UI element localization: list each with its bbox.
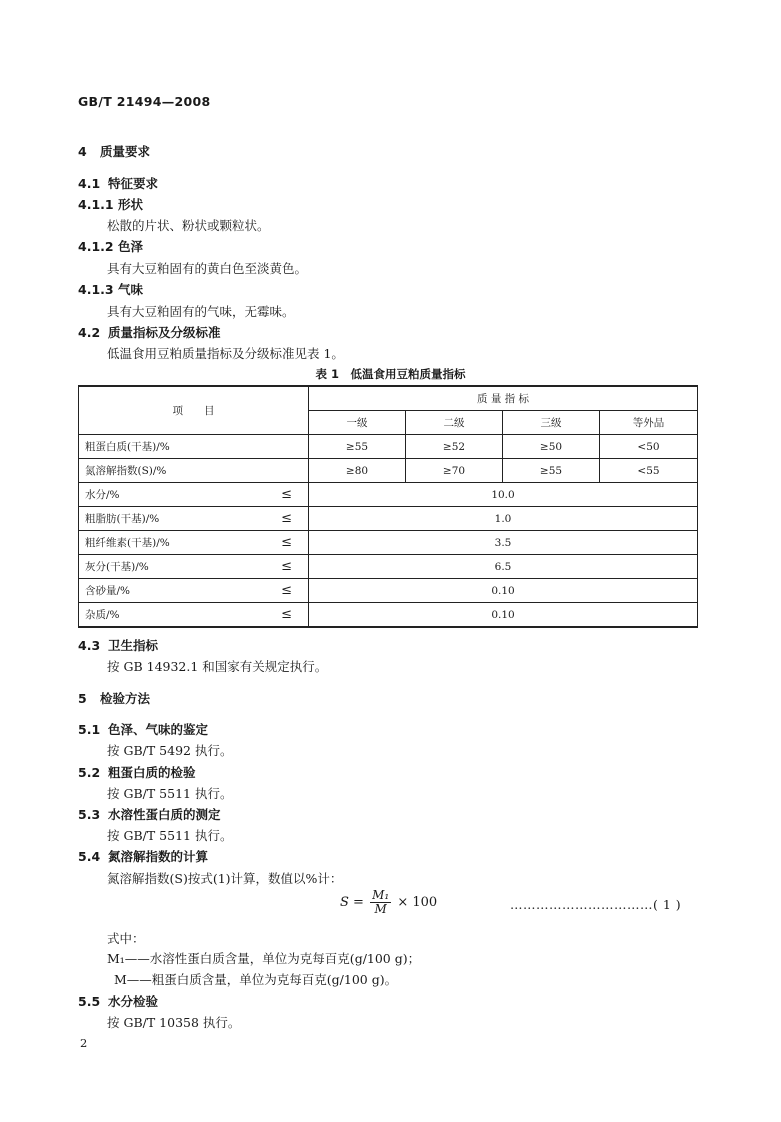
item-label: 粗脂肪(干基)/% xyxy=(85,513,160,525)
group-header-cell: 质 量 指 标 xyxy=(309,386,698,411)
table-row xyxy=(79,531,698,555)
section-title: 卫生指标 xyxy=(108,638,159,653)
leq-symbol: ≤ xyxy=(281,607,292,622)
section-title: 水分检验 xyxy=(108,994,159,1009)
section-number: 5.1 xyxy=(78,722,101,737)
section-number: 4 xyxy=(78,144,87,159)
item-label: 杂质/% xyxy=(85,609,120,621)
section-number: 4.1.3 xyxy=(78,282,114,297)
section-title: 色泽、气味的鉴定 xyxy=(108,722,209,737)
section-number: 5.5 xyxy=(78,994,101,1009)
section-5-1-body: 按 GB/T 5492 执行。 xyxy=(107,743,233,758)
section-number: 4.3 xyxy=(78,638,101,653)
where-item: M₁——水溶性蛋白质含量，单位为克每百克(g/100 g)； xyxy=(107,951,421,966)
section-5-2-body: 按 GB/T 5511 执行。 xyxy=(107,786,233,801)
value-cell: ≥52 xyxy=(406,435,503,459)
section-title: 色泽 xyxy=(118,239,144,254)
value-cell: ≥70 xyxy=(406,459,503,483)
value-cell: ≥80 xyxy=(309,459,406,483)
table-row xyxy=(79,603,698,628)
item-cell: 粗蛋白质(干基)/% xyxy=(79,435,309,459)
section-number: 4.2 xyxy=(78,325,101,340)
section-5-3-body: 按 GB/T 5511 执行。 xyxy=(107,828,233,843)
value-cell: ≥55 xyxy=(309,435,406,459)
value-cell: <50 xyxy=(600,435,698,459)
section-title: 检验方法 xyxy=(100,691,151,706)
value-cell: 1.0 xyxy=(309,507,698,531)
grade-header-cell: 一级 xyxy=(309,411,406,435)
section-number: 5.4 xyxy=(78,849,101,864)
section-4-2-body: 低温食用豆粕质量指标及分级标准见表 1。 xyxy=(107,346,344,361)
item-cell xyxy=(79,531,309,555)
section-4-1-1-heading xyxy=(78,195,143,213)
formula-lhs: S = xyxy=(340,895,364,910)
item-cell xyxy=(79,555,309,579)
section-title: 氮溶解指数的计算 xyxy=(108,849,209,864)
value-cell: ≥55 xyxy=(503,459,600,483)
table-row xyxy=(79,435,698,459)
section-5-4-heading xyxy=(78,847,208,865)
value-cell: 3.5 xyxy=(309,531,698,555)
section-4-1-3-body: 具有大豆粕固有的气味，无霉味。 xyxy=(107,304,295,319)
equation-number: ( 1 ) xyxy=(653,897,682,912)
section-4-1-3-heading xyxy=(78,280,143,298)
leq-symbol: ≤ xyxy=(281,535,292,550)
section-title: 质量指标及分级标准 xyxy=(108,325,221,340)
section-title: 形状 xyxy=(118,197,144,212)
section-title: 粗蛋白质的检验 xyxy=(108,765,196,780)
leq-symbol: ≤ xyxy=(281,559,292,574)
dot-leader: …………………………… xyxy=(510,897,653,912)
item-cell xyxy=(79,579,309,603)
section-title: 气味 xyxy=(118,282,144,297)
grade-header-cell: 二级 xyxy=(406,411,503,435)
where-item: M——粗蛋白质含量，单位为克每百克(g/100 g)。 xyxy=(114,972,398,987)
section-5-1-heading xyxy=(78,720,208,738)
value-cell: 0.10 xyxy=(309,603,698,628)
section-number: 5.3 xyxy=(78,807,101,822)
item-label: 含砂量/% xyxy=(85,585,131,597)
value-cell: 0.10 xyxy=(309,579,698,603)
value-cell: <55 xyxy=(600,459,698,483)
grade-header-cell: 三级 xyxy=(503,411,600,435)
item-cell xyxy=(79,507,309,531)
section-5-3-heading xyxy=(78,805,221,823)
formula xyxy=(340,889,437,916)
item-label: 水分/% xyxy=(85,489,120,501)
section-5-5-heading xyxy=(78,992,158,1010)
item-label: 粗纤维素(干基)/% xyxy=(85,537,170,549)
leq-symbol: ≤ xyxy=(281,583,292,598)
section-5-4-body: 氮溶解指数(S)按式(1)计算，数值以%计： xyxy=(107,871,343,886)
item-label: 灰分(干基)/% xyxy=(85,561,149,573)
section-number: 5 xyxy=(78,691,87,706)
standard-number: GB/T 21494—2008 xyxy=(78,94,211,109)
table-row xyxy=(79,483,698,507)
section-4-1-heading xyxy=(78,174,158,192)
section-4-1-1-body: 松散的片状、粉状或颗粒状。 xyxy=(107,218,270,233)
section-4-heading xyxy=(78,142,150,160)
section-title: 水溶性蛋白质的测定 xyxy=(108,807,221,822)
table-row xyxy=(79,555,698,579)
table-header-row xyxy=(79,386,698,411)
page-number: 2 xyxy=(80,1036,88,1050)
section-number: 4.1 xyxy=(78,176,101,191)
quality-table xyxy=(78,385,698,628)
grade-header-cell: 等外品 xyxy=(600,411,698,435)
table-1-caption: 表 1 低温食用豆粕质量指标 xyxy=(315,367,466,381)
section-title: 质量要求 xyxy=(100,144,151,159)
section-4-3-body: 按 GB 14932.1 和国家有关规定执行。 xyxy=(107,659,328,674)
table-row xyxy=(79,579,698,603)
formula-fraction xyxy=(370,889,391,916)
section-5-2-heading xyxy=(78,763,196,781)
table-row xyxy=(79,507,698,531)
equation-number-line xyxy=(510,897,681,912)
leq-symbol: ≤ xyxy=(281,487,292,502)
item-cell xyxy=(79,483,309,507)
section-4-2-heading xyxy=(78,323,221,341)
item-header-cell: 项 目 xyxy=(79,386,309,435)
formula-rhs: × 100 xyxy=(397,895,438,910)
item-cell xyxy=(79,603,309,628)
formula-denominator: M xyxy=(374,902,387,916)
value-cell: ≥50 xyxy=(503,435,600,459)
section-5-heading xyxy=(78,689,150,707)
table-row xyxy=(79,459,698,483)
section-5-5-body: 按 GB/T 10358 执行。 xyxy=(107,1015,241,1030)
where-label: 式中： xyxy=(107,931,145,946)
section-4-3-heading xyxy=(78,636,158,654)
section-number: 4.1.2 xyxy=(78,239,114,254)
section-number: 5.2 xyxy=(78,765,101,780)
formula-numerator: M₁ xyxy=(372,888,390,902)
value-cell: 10.0 xyxy=(309,483,698,507)
section-title: 特征要求 xyxy=(108,176,159,191)
leq-symbol: ≤ xyxy=(281,511,292,526)
section-4-1-2-heading xyxy=(78,237,143,255)
section-4-1-2-body: 具有大豆粕固有的黄白色至淡黄色。 xyxy=(107,261,308,276)
value-cell: 6.5 xyxy=(309,555,698,579)
item-cell: 氮溶解指数(S)/% xyxy=(79,459,309,483)
section-number: 4.1.1 xyxy=(78,197,114,212)
